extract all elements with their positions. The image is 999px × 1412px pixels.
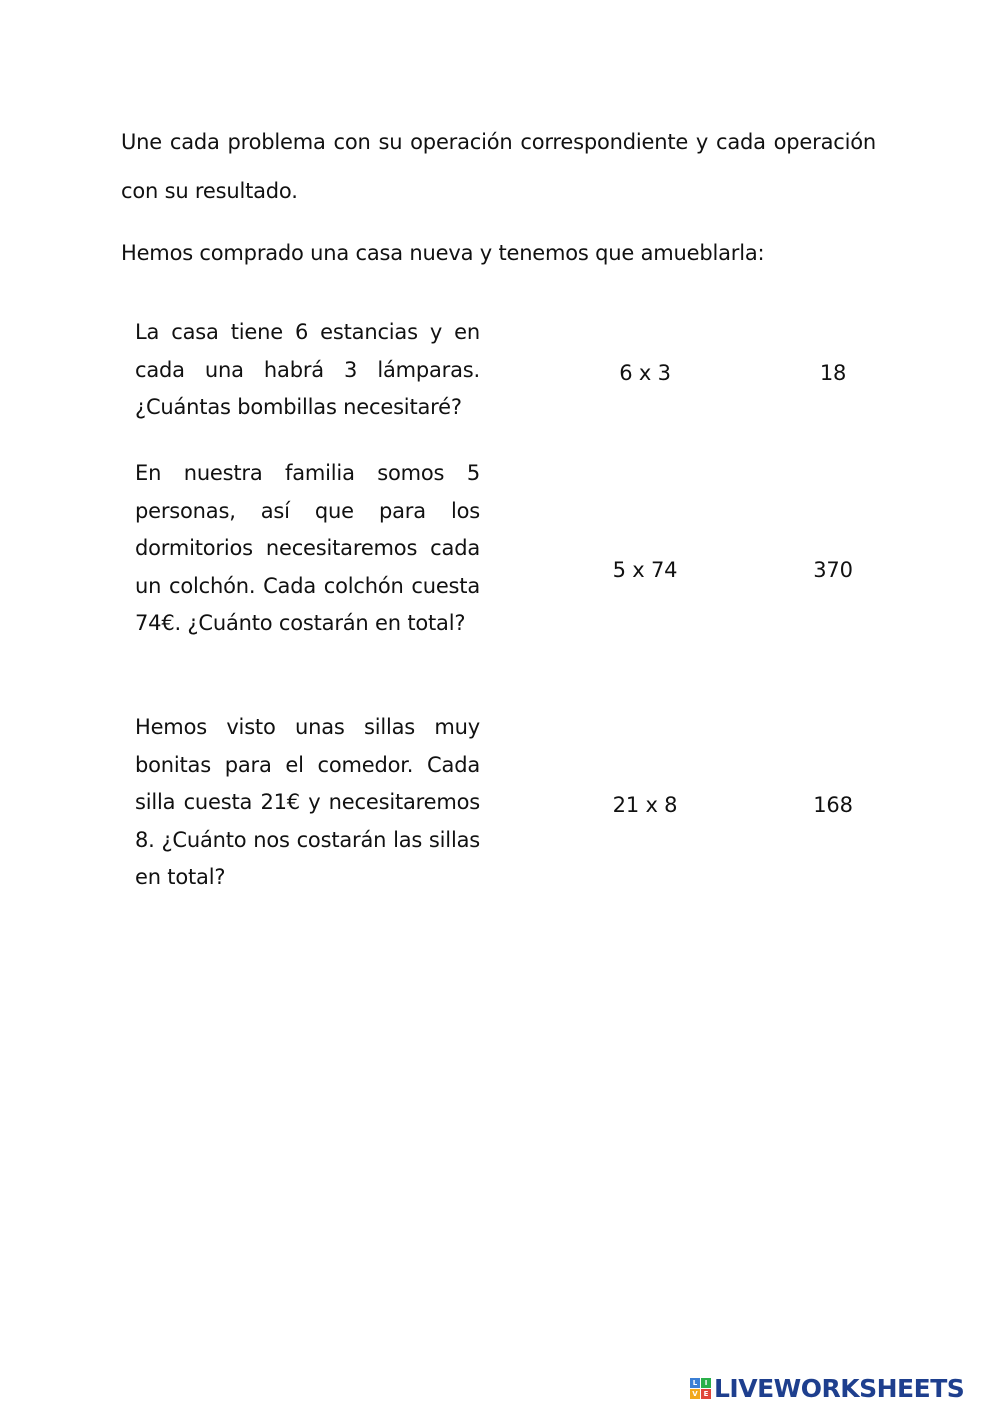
logo-mark-letter: V: [690, 1389, 700, 1399]
operation-2: 5 x 74: [612, 558, 678, 582]
instruction-text: Une cada problema con su operación correspondiente y cada operación con su resultado.: [121, 130, 876, 203]
liveworksheets-logo: [690, 1373, 964, 1403]
result-2: 370: [813, 558, 853, 582]
live-badge-icon: [690, 1378, 711, 1399]
logo-mark-letter: E: [701, 1389, 711, 1399]
logo-mark-letter: L: [690, 1378, 700, 1388]
logo-text: LIVEWORKSHEETS: [714, 1373, 965, 1403]
intro-text: Hemos comprado una casa nueva y tenemos que amueblarla:: [121, 241, 765, 265]
operation-1: 6 x 3: [619, 361, 671, 385]
problem-text-3: Hemos visto unas sillas muy bonitas para el comedor. Cada silla cuesta 21€ y necesitaremos 8. ¿Cuánto nos costarán las sillas en total?: [135, 715, 480, 890]
problem-text-2: En nuestra familia somos 5 personas, así que para los dormitorios necesitaremos cada un colchón. Cada colchón cuesta 74€. ¿Cuánto costarán en total?: [135, 461, 480, 636]
problem-text-1: La casa tiene 6 estancias y en cada una habrá 3 lámparas. ¿Cuántas bombillas necesitaré?: [135, 320, 480, 420]
result-1: 18: [819, 361, 847, 385]
operation-3: 21 x 8: [612, 793, 678, 817]
result-3: 168: [813, 793, 853, 817]
logo-mark-letter: I: [701, 1378, 711, 1388]
